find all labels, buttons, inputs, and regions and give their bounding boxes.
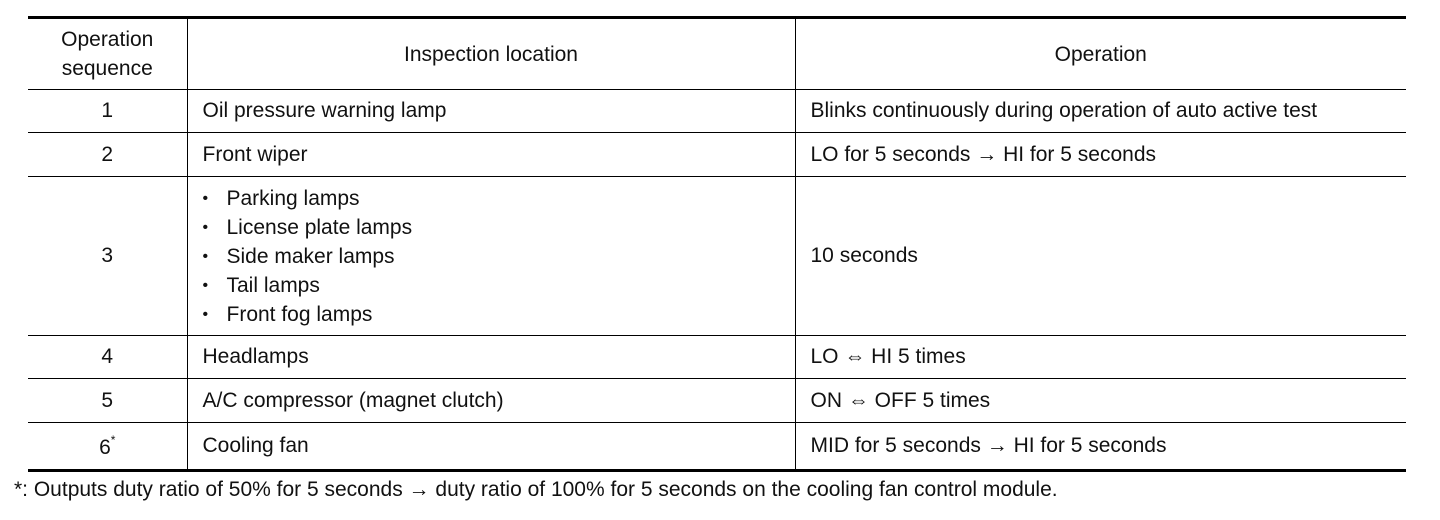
row-sequence: 3 — [28, 177, 187, 336]
table-header-row — [28, 18, 1406, 90]
header-inspection-location: Inspection location — [187, 18, 795, 90]
row-inspection-location — [187, 177, 795, 336]
footnote-marker: * — [110, 432, 116, 447]
row-sequence: 5 — [28, 379, 187, 423]
list-item: • License plate lamps — [203, 213, 795, 242]
list-item: • Side maker lamps — [203, 242, 795, 271]
header-operation: Operation — [795, 18, 1406, 90]
row-inspection-location: Headlamps — [187, 336, 795, 379]
operation-sequence-table — [28, 16, 1406, 472]
row-operation: 10 seconds — [795, 177, 1406, 336]
row-operation: Blinks continuously during operation of auto active test — [795, 90, 1406, 133]
header-sequence-line1: Operation — [61, 28, 154, 51]
header-sequence-line2: sequence — [61, 57, 153, 80]
row-sequence: 2 — [28, 133, 187, 177]
table-row — [28, 133, 1406, 177]
table-row — [28, 379, 1406, 423]
row-inspection-location: Cooling fan — [187, 423, 795, 471]
list-item: • Front fog lamps — [203, 300, 795, 329]
inspection-location-list — [203, 184, 795, 329]
table-row — [28, 177, 1406, 336]
row-sequence — [28, 423, 187, 471]
list-item: • Parking lamps — [203, 184, 795, 213]
row-inspection-location: Oil pressure warning lamp — [187, 90, 795, 133]
row-operation: MID for 5 seconds → HI for 5 seconds — [795, 423, 1406, 471]
sequence-number: 6 — [99, 435, 111, 459]
row-inspection-location: Front wiper — [187, 133, 795, 177]
row-operation: LO ⇔ HI 5 times — [795, 336, 1406, 379]
table-footnote: *: Outputs duty ratio of 50% for 5 seconds → duty ratio of 100% for 5 seconds on the cooling fan control module. — [14, 478, 1058, 501]
table-row — [28, 336, 1406, 379]
row-sequence: 1 — [28, 90, 187, 133]
row-operation: ON ⇔ OFF 5 times — [795, 379, 1406, 423]
row-inspection-location: A/C compressor (magnet clutch) — [187, 379, 795, 423]
row-sequence: 4 — [28, 336, 187, 379]
table-row — [28, 423, 1406, 471]
list-item: • Tail lamps — [203, 271, 795, 300]
header-operation-sequence — [28, 18, 187, 90]
row-operation: LO for 5 seconds → HI for 5 seconds — [795, 133, 1406, 177]
table-row — [28, 90, 1406, 133]
